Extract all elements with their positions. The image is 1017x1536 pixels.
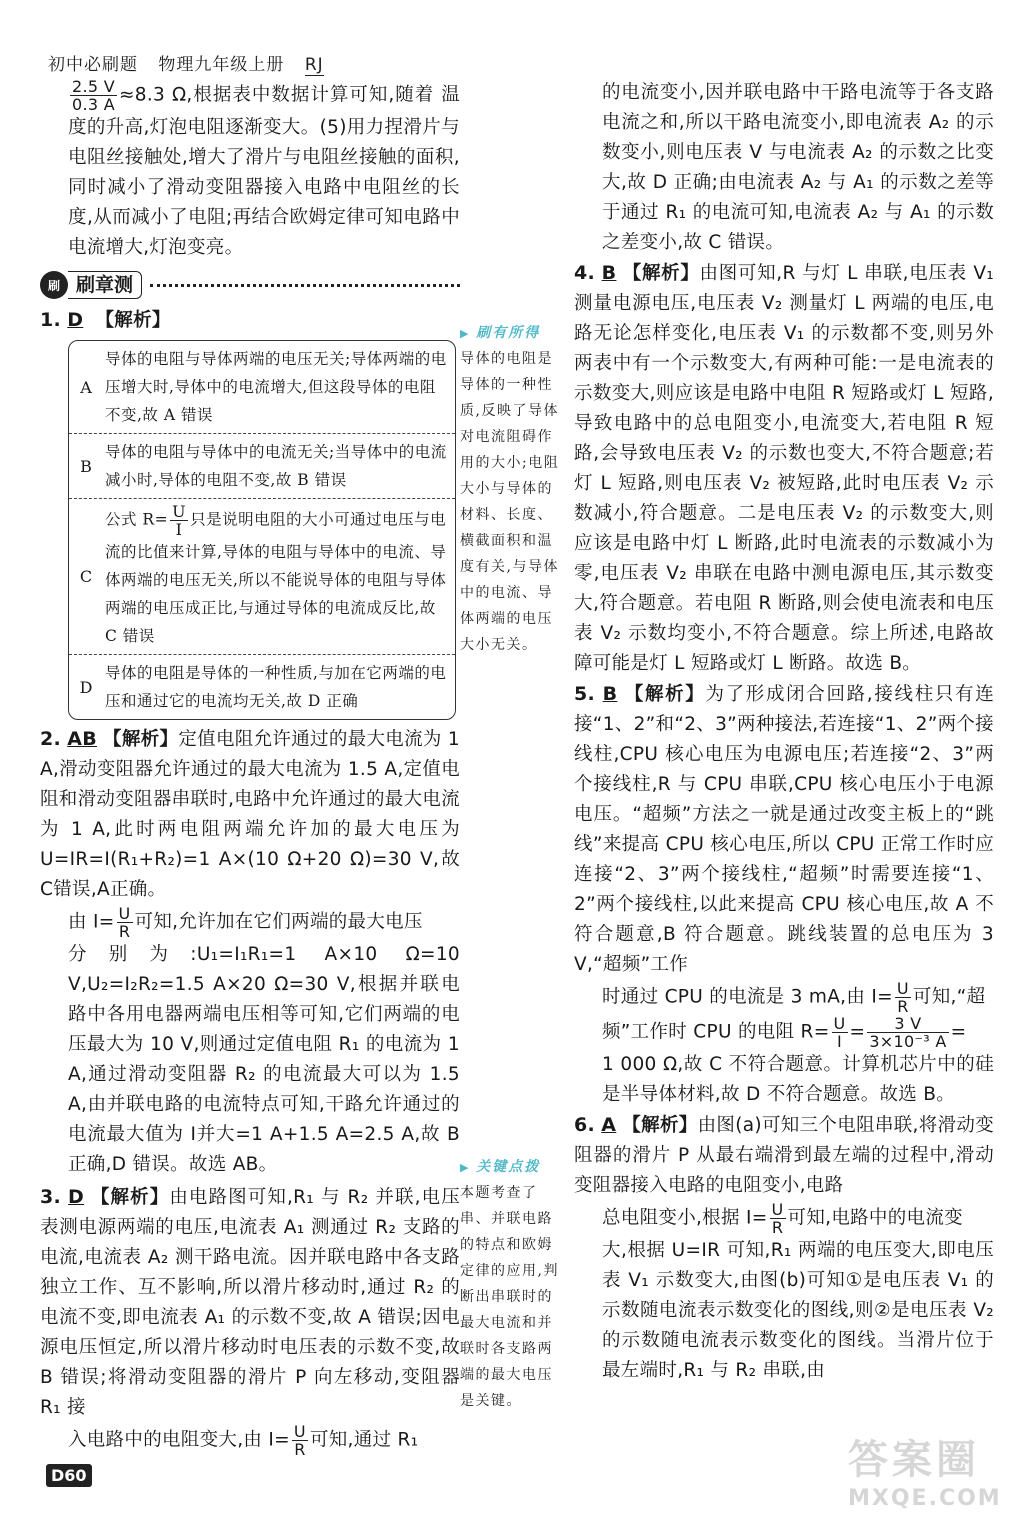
q6-paragraph: 6. A 【解析】由图(a)可知三个电阻串联,将滑动变阻器的滑片 P 从最右端滑到最左端的过程中,滑动变阻器接入电路的电阻变小,电路 (574, 1114, 995, 1196)
fraction: $\frac{2.5 V}{0.3 A}$ (72, 77, 115, 114)
watermark-logo: 答案圈 (848, 1437, 980, 1483)
q2-answer: AB (67, 728, 98, 750)
header-edition: RJ (304, 55, 324, 75)
dotted-divider (150, 283, 460, 287)
page-header (48, 50, 338, 75)
q3-answer: D (68, 1186, 85, 1208)
q4-paragraph: 4. B 【解析】由图可知,R 与灯 L 串联,电压表 V₁ 测量电源电压,电压表 V₂ 测量灯 L 两端的电压,电路无论怎样变化,电压表 V₁ 的示数都不变,则另外两表中有一个示数变大,有两种可能:一是电流表的示数变大,则应该是电路中电阻 R 短路或灯 L 短路,导致电路中的总电阻变小,电流变大,若电阻 R 短路,会导致电压表 V₂ 的示数也变大,不符合题意;若灯 L 短路,则电压表 V₂ 被短路,此时电压表 V₂ 示数减小,符合题意。二是电压表 V₂ 的示数变大,则应该是电路中灯 L 断路,此时电流表的示数减小为零,电压表 V₂ 串联在电路中测电源电压,其示数变大,符合题意。若电阻 R 断路,则会使电流表和电压表 V₂ 示数均变小,不符合题意。综上所述,电路故障可能是灯 L 短路或灯 L 断路。故选 B。 (574, 262, 995, 674)
option-row-c: C 公式 R= $\frac{U}{I}$ 只是说明电阻的大小可通过电压与电流的比值来计算,导体的电阻与导体中的电流、导体两端的电压无关,所以不能说导体的电阻与导体两端的电压成正比,与通过导体的电流成反比,故 C 错误 (69, 499, 455, 655)
q2-paragraph-2: 由 I= $\frac{U}{R}$ 可知,允许加在它们两端的最大电压 (68, 904, 423, 941)
q6-paragraph-3: 大,根据 U=IR 可知,R₁ 两端的电压变大,即电压表 V₁ 示数变大,由图(b)可知①是电压表 V₁ 的示数随电流表示数变化的图线,则②是电压表 V₂ 的示数随电流表示数变化的图线。当滑片位于最左端时,R₁ 与 R₂ 串联,由 (602, 1240, 994, 1381)
q2-paragraph-3: 分别为:U₁=I₁R₁=1 A×10 Ω=10 V,U₂=I₂R₂=1.5 A×20 Ω=30 V,根据并联电路中各用电器两端电压相等可知,它们两端的电压最大为 10 V,则通过定值电阻 R₁ 的电流为 1 A,通过滑动变阻器 R₂ 的电流最大可以为 1.5 A,由并联电路的电流特点可知,干路允许通过的电流最大值为 I并大=1 A+1.5 A=2.5 A,故 B 正确,D 错误。故选 AB。 (68, 944, 460, 1175)
side-note-2-heading: ▶ 关键点拨 (460, 1156, 568, 1176)
q5-paragraph-2: 时通过 CPU 的电流是 3 mA,由 I= $\frac{U}{R}$ 可知,“超 (602, 979, 986, 1016)
side-note-2 (460, 1156, 568, 1414)
header-subject: 物理九年级上册 (158, 55, 285, 75)
option-row-a: A 导体的电阻与导体两端的电压无关;导体两端的电压增大时,导体中的电流增大,但这段导体的电阻不变,故 A 错误 (69, 341, 455, 434)
q5-paragraph: 5. B 【解析】为了形成闭合回路,接线柱只有连接“1、2”和“2、3”两种接法,若连接“1、2”两个接线柱,CPU 核心电压为电源电压;若连接“2、3”两个接线柱,R 与 CPU 串联,CPU 核心电压小于电源电压。“超频”方法之一就是通过改变主板上的“跳线”来提高 CPU 核心电压,所以 CPU 正常工作时应连接“2、3”两个接线柱,“超频”时需要连接“1、2”两个接线柱,以此来提高 CPU 核心电压,故 A 不符合题意,B 符合题意。跳线装置的总电压为 3 V,“超频”工作 (574, 683, 994, 975)
q2-paragraph: 2. AB 【解析】定值电阻允许通过的最大电流为 1 A,滑动变阻器允许通过的最大电流为 1.5 A,定值电阻和滑动变阻器串联时,电路中允许通过的最大电流为 1 A,此时两电阻两端允许加的最大电压为 U=IR=I(R₁+R₂)=1 A×(10 Ω+20 Ω)=30 V,故C错误,A正确。 (40, 728, 461, 900)
q6-answer: A (601, 1114, 617, 1136)
q3-continuation: 的电流变小,因并联电路中干路电流等于各支路电流之和,所以干路电流变小,即电流表 A₂ 的示数变小,则电压表 V 与电流表 A₂ 的示数之比变大,故 D 正确;由电流表 A₂ 与 A₁ 的示数之差等于通过 R₁ 的电流可知,电流表 A₂ 与 A₁ 的示数之差变小,故 C 错误。 (602, 82, 994, 253)
option-row-d: D 导体的电阻是导体的一种性质,与加在它两端的电压和通过它的电流均无关,故 D 正确 (79, 664, 447, 710)
section-badge-icon: 刷 (40, 271, 68, 299)
right-column (574, 78, 994, 1386)
q3-paragraph: 3. D 【解析】由电路图可知,R₁ 与 R₂ 并联,电压表测电源两端的电压,电流表 A₁ 测通过 R₂ 支路的电流,电流表 A₂ 测干路电流。因并联电路中各支路独立工作、互不影响,所以滑片移动时,通过 R₂ 的电流不变,即电流表 A₁ 的示数不变,故 A 错误;因电源电压恒定,所以滑片移动时电压表的示数不变,故 B 错误;将滑动变阻器的滑片 P 向左移动,变阻器 R₁ 接 (40, 1186, 460, 1418)
q1-heading: 1. D 【解析】 (40, 309, 171, 331)
section-title: 刷章测 (68, 271, 142, 299)
side-note-1 (460, 322, 568, 658)
q5-paragraph-3: 频”工作时 CPU 的电阻 R= $\frac{U}{I}$ = $\frac{3 V}{\text{3×10⁻³ A}}$ = (602, 1014, 967, 1051)
side-note-2-text: 本题考查了串、并联电路的特点和欧姆定律的应用,判断出串联时的最大电流和并联时各支路两端的最大电压是关键。 (460, 1185, 559, 1409)
q1-options-table (68, 340, 456, 720)
q6-paragraph-2: 总电阻变小,根据 I= $\frac{U}{R}$ 可知,电路中的电流变 (602, 1200, 963, 1237)
q1-answer: D (67, 309, 84, 331)
section-heading (40, 271, 460, 299)
option-row-b: B 导体的电阻与导体中的电流无关;当导体中的电流减小时,导体的电阻不变,故 B 错误 (69, 434, 455, 499)
q5-paragraph-4: 1 000 Ω,故 C 不符合题意。计算机芯片中的硅是半导体材料,故 D 不符合题意。故选 B。 (602, 1054, 994, 1105)
side-note-1-text: 导体的电阻是导体的一种性质,反映了导体对电流阻碍作用的大小;电阻大小与导体的材料、长度、横截面积和温度有关,与导体中的电流、导体两端的电压大小无关。 (460, 351, 560, 653)
watermark-url: MXQE.COM (848, 1486, 1002, 1511)
q4-answer: B (601, 262, 617, 284)
continuation-paragraph: $\frac{2.5 V}{0.3 A}$ ≈8.3 Ω,根据表中数据计算可知,随着 温度的升高,灯泡电阻逐渐变大。(5)用力捏滑片与电阻丝接触处,增大了滑片与电阻丝接触的面积,同时减小了滑动变阻器接入电路中电阻丝的长度,从而减小了电阻;再结合欧姆定律可知电路中电流增大,灯泡变亮。 (68, 77, 460, 258)
header-series: 初中必刷题 (48, 55, 138, 75)
side-note-1-heading: ▶ 刷有所得 (460, 322, 568, 342)
left-column (40, 78, 460, 1458)
q3-paragraph-2: 入电路中的电阻变大,由 I= $\frac{U}{R}$ 可知,通过 R₁ (68, 1422, 419, 1459)
q5-answer: B (602, 683, 618, 705)
page-number: D60 (46, 1464, 92, 1487)
